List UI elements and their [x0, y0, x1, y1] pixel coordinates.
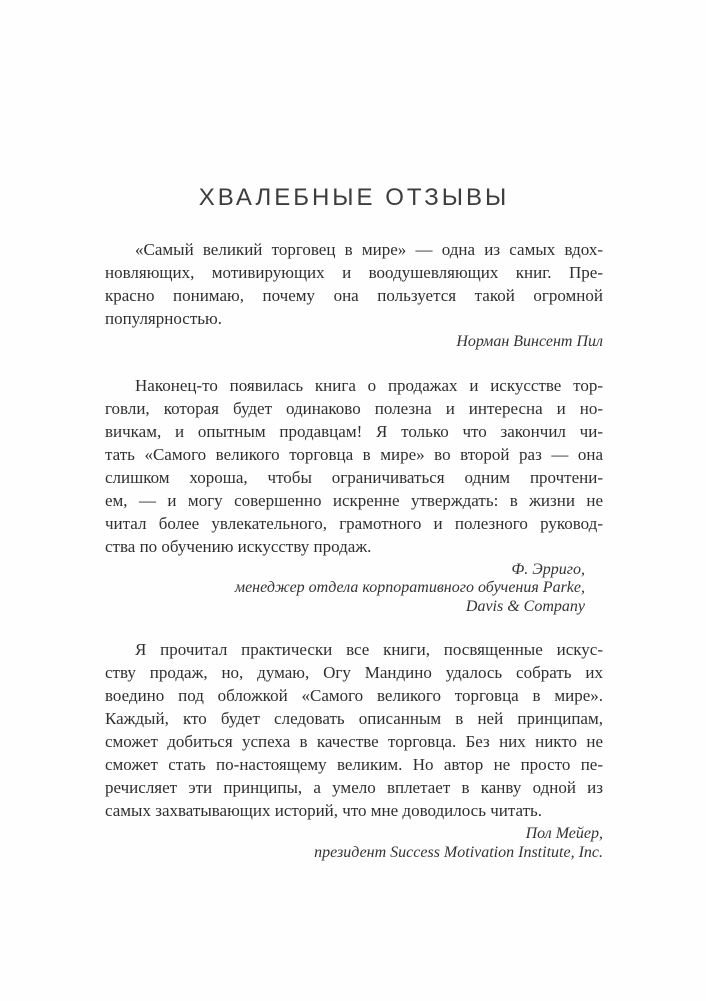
review-quote-3 — [105, 638, 603, 862]
review-text-line: сможет стать по-настоящему великим. Но автор не просто пе- — [105, 755, 603, 774]
attribution-line: президент Success Motivation Institute, Inc. — [314, 843, 603, 861]
review-quote-2 — [105, 374, 603, 617]
review-text-line: ем, — и могу совершенно искренне утверждать: в жизни не — [105, 490, 603, 510]
review-text-line: слишком хороша, чтобы ограничиваться одним прочтени- — [105, 467, 603, 487]
review-text-line: популярностью. — [105, 309, 222, 328]
attribution-line: менеджер отдела корпоративного обучения Parke, — [234, 579, 585, 596]
review-text-line: самых захватывающих историй, что мне доводилось читать. — [105, 801, 543, 820]
review-text-line: тать «Самого великого торговца в мире» во второй раз — она — [105, 444, 603, 464]
review-text-line: ству продаж, но, думаю, Огу Мандино удалось собрать их — [105, 663, 603, 682]
review-text-line: речисляет эти принципы, а умело вплетает в канву одной из — [105, 778, 603, 797]
attribution-line: Davis & Company — [465, 597, 585, 615]
attribution-line: Норман Винсент Пил — [456, 333, 603, 350]
attribution-line: Ф. Эрриго, — [511, 560, 585, 578]
review-text-line: новляющих, мотивирующих и воодушевляющих книг. Пре- — [105, 263, 603, 282]
review-attribution-1 — [105, 333, 603, 352]
review-text-line: воедино под обложкой «Самого великого торговца в мире». — [105, 686, 603, 705]
page-title: ХВАЛЕБНЫЕ ОТЗЫВЫ — [198, 184, 510, 211]
page-content — [105, 184, 603, 862]
review-text-line: Наконец-то появилась книга о продажах и искусстве тор- — [135, 375, 603, 395]
review-text-line: вичкам, и опытным продавцам! Я только что закончил чи- — [105, 421, 603, 441]
review-text-line: красно понимаю, почему она пользуется такой огромной — [105, 286, 603, 305]
review-text-line: «Самый великий торговец в мире» — одна из самых вдох- — [135, 240, 603, 259]
review-text-line: читал более увлекательного, грамотного и полезного руковод- — [105, 513, 603, 533]
review-text-line: ства по обучению искусству продаж. — [105, 536, 372, 556]
review-text-line: Каждый, кто будет следовать описанным в ней принципам, — [105, 709, 603, 728]
review-attribution-3 — [105, 825, 603, 862]
attribution-line: Пол Мейер, — [525, 825, 603, 842]
review-quote-1 — [105, 238, 603, 352]
review-text-line: сможет добиться успеха в качестве торговца. Без них никто не — [105, 732, 603, 751]
review-text-line: Я прочитал практически все книги, посвященные искус- — [135, 640, 603, 659]
review-text-line: говли, которая будет одинаково полезна и интересна и но- — [105, 398, 603, 418]
review-attribution-2 — [105, 561, 603, 617]
